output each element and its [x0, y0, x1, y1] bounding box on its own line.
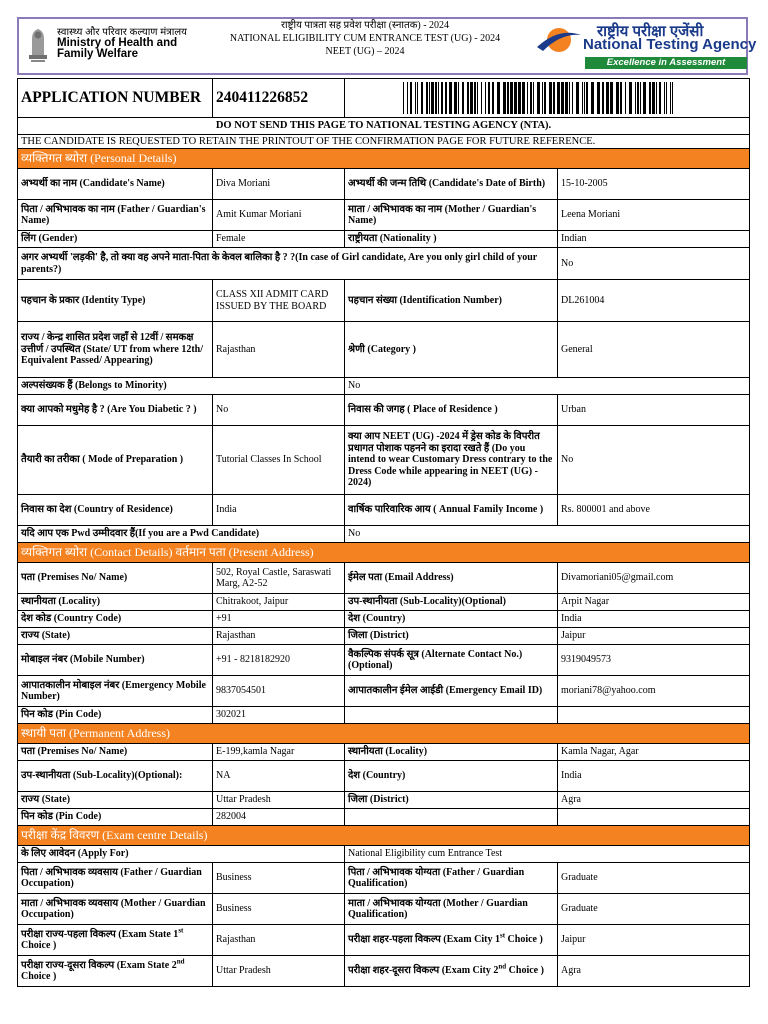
annual-income-value: Rs. 800001 and above — [558, 495, 750, 526]
emergency-mobile-label: आपातकालीन मोबाइल नंबर (Emergency Mobile Number) — [18, 676, 213, 707]
diabetic-label: क्या आपको मधुमेह है ? (Are You Diabetic ? ) — [18, 395, 213, 426]
permanent-sub-locality-value: NA — [213, 761, 345, 792]
state-12th-value: Rajasthan — [213, 322, 345, 378]
alternate-contact-label: वैकल्पिक संपर्क सूत्र (Alternate Contact No.) (Optional) — [345, 645, 558, 676]
candidate-name-value: Diva Moriani — [213, 169, 345, 200]
exam-city-2nd-choice-label: परीक्षा शहर-दूसरा विकल्प (Exam City 2nd Choice ) — [345, 956, 558, 987]
email-label: ईमेल पता (Email Address) — [345, 563, 558, 594]
empty-cell — [558, 809, 750, 826]
exam-state-1st-choice-value: Rajasthan — [213, 925, 345, 956]
nationality-label: राष्ट्रीयता (Nationality ) — [345, 231, 558, 248]
present-district-value: Jaipur — [558, 628, 750, 645]
present-sub-locality-label: उप-स्थानीयता (Sub-Locality)(Optional) — [345, 594, 558, 611]
place-of-residence-label: निवास की जगह ( Place of Residence ) — [345, 395, 558, 426]
alternate-contact-value: 9319049573 — [558, 645, 750, 676]
empty-cell — [345, 809, 558, 826]
ministry-name-hindi: स्वास्थ्य और परिवार कल्याण मंत्रालय — [57, 27, 187, 38]
mother-qualification-value: Graduate — [558, 894, 750, 925]
father-name-label: पिता / अभिभावक का नाम (Father / Guardian's Name) — [18, 200, 213, 231]
notice-do-not-send: DO NOT SEND THIS PAGE TO NATIONAL TESTING AGENCY (NTA). — [18, 118, 750, 135]
country-code-value: +91 — [213, 611, 345, 628]
empty-cell — [558, 707, 750, 724]
present-state-value: Rajasthan — [213, 628, 345, 645]
section-permanent-address: स्थायी पता (Permanent Address) — [18, 724, 750, 744]
ministry-block — [57, 27, 187, 60]
father-qualification-value: Graduate — [558, 863, 750, 894]
place-of-residence-value: Urban — [558, 395, 750, 426]
country-of-residence-label: निवास का देश (Country of Residence) — [18, 495, 213, 526]
identity-type-label: पहचान के प्रकार (Identity Type) — [18, 280, 213, 322]
nta-logo — [535, 23, 757, 69]
mother-occupation-label: माता / अभिभावक व्यवसाय (Mother / Guardian Occupation) — [18, 894, 213, 925]
gender-value: Female — [213, 231, 345, 248]
diabetic-value: No — [213, 395, 345, 426]
father-name-value: Amit Kumar Moriani — [213, 200, 345, 231]
apply-for-value: National Eligibility cum Entrance Test — [345, 846, 750, 863]
document-header — [17, 17, 757, 75]
permanent-locality-value: Kamla Nagar, Agar — [558, 744, 750, 761]
minority-label: अल्पसंख्यक हैं (Belongs to Minority) — [18, 378, 345, 395]
exam-title-hindi: राष्ट्रीय पात्रता सह प्रवेश परीक्षा (स्नातक) - 2024 — [280, 20, 450, 31]
nta-name-english: National Testing Agency — [583, 36, 757, 53]
permanent-country-value: India — [558, 761, 750, 792]
nationality-value: Indian — [558, 231, 750, 248]
permanent-pin-code-value: 282004 — [213, 809, 345, 826]
father-occupation-value: Business — [213, 863, 345, 894]
mother-qualification-label: माता / अभिभावक योग्यता (Mother / Guardian Qualification) — [345, 894, 558, 925]
present-district-label: जिला (District) — [345, 628, 558, 645]
mother-name-value: Leena Moriani — [558, 200, 750, 231]
permanent-state-value: Uttar Pradesh — [213, 792, 345, 809]
confirmation-table — [17, 78, 750, 987]
permanent-pin-code-label: पिन कोड (Pin Code) — [18, 809, 213, 826]
email-value: Divamoriani05@gmail.com — [558, 563, 750, 594]
minority-value: No — [345, 378, 750, 395]
nta-name-hindi: राष्ट्रीय परीक्षा एजेंसी — [597, 23, 704, 40]
present-locality-label: स्थानीयता (Locality) — [18, 594, 213, 611]
permanent-locality-label: स्थानीयता (Locality) — [345, 744, 558, 761]
candidate-name-label: अभ्यर्थी का नाम (Candidate's Name) — [18, 169, 213, 200]
present-country-label: देश (Country) — [345, 611, 558, 628]
category-value: General — [558, 322, 750, 378]
ashoka-emblem-icon — [23, 25, 53, 65]
exam-title-english: NATIONAL ELIGIBILITY CUM ENTRANCE TEST (UG) - 2024 — [229, 33, 501, 44]
emergency-email-label: आपातकालीन ईमेल आईडी (Emergency Email ID) — [345, 676, 558, 707]
permanent-premises-label: पता (Premises No/ Name) — [18, 744, 213, 761]
mode-of-preparation-value: Tutorial Classes In School — [213, 426, 345, 495]
exam-city-1st-choice-label: परीक्षा शहर-पहला विकल्प (Exam City 1st Choice ) — [345, 925, 558, 956]
exam-state-2nd-choice-label: परीक्षा राज्य-दूसरा विकल्प (Exam State 2nd Choice ) — [18, 956, 213, 987]
identification-number-label: पहचान संख्या (Identification Number) — [345, 280, 558, 322]
section-personal-details: व्यक्तिगत ब्योरा (Personal Details) — [18, 149, 750, 169]
mother-occupation-value: Business — [213, 894, 345, 925]
mother-name-label: माता / अभिभावक का नाम (Mother / Guardian's Name) — [345, 200, 558, 231]
ministry-name-line1: Ministry of Health and — [57, 37, 178, 49]
nta-swoosh-logo-icon — [535, 25, 583, 55]
permanent-district-value: Agra — [558, 792, 750, 809]
apply-for-label: के लिए आवेदन (Apply For) — [18, 846, 345, 863]
identity-type-value: CLASS XII ADMIT CARD ISSUED BY THE BOARD — [213, 280, 345, 322]
gender-label: लिंग (Gender) — [18, 231, 213, 248]
present-country-value: India — [558, 611, 750, 628]
nta-tagline: Excellence in Assessment — [585, 57, 747, 69]
mode-of-preparation-label: तैयारी का तरीका ( Mode of Preparation ) — [18, 426, 213, 495]
father-occupation-label: पिता / अभिभावक व्यवसाय (Father / Guardian Occupation) — [18, 863, 213, 894]
exam-city-1st-choice-value: Jaipur — [558, 925, 750, 956]
present-state-label: राज्य (State) — [18, 628, 213, 645]
exam-city-2nd-choice-value: Agra — [558, 956, 750, 987]
present-premises-value: 502, Royal Castle, Saraswati Marg, A2-52 — [213, 563, 345, 594]
present-pin-code-label: पिन कोड (Pin Code) — [18, 707, 213, 724]
exam-state-2nd-choice-value: Uttar Pradesh — [213, 956, 345, 987]
permanent-premises-value: E-199,kamla Nagar — [213, 744, 345, 761]
emergency-mobile-value: 9837054501 — [213, 676, 345, 707]
ministry-name-line2: Family Welfare — [57, 48, 138, 60]
dob-value: 15-10-2005 — [558, 169, 750, 200]
country-code-label: देश कोड (Country Code) — [18, 611, 213, 628]
permanent-district-label: जिला (District) — [345, 792, 558, 809]
application-number-label: APPLICATION NUMBER — [18, 79, 213, 118]
dress-code-value: No — [558, 426, 750, 495]
section-exam-centre-details: परीक्षा केंद्र विवरण (Exam centre Details) — [18, 826, 750, 846]
emergency-email-value: moriani78@yahoo.com — [558, 676, 750, 707]
barcode-cell — [345, 79, 750, 118]
present-sub-locality-value: Arpit Nagar — [558, 594, 750, 611]
present-pin-code-value: 302021 — [213, 707, 345, 724]
only-girl-child-value: No — [558, 248, 750, 280]
present-locality-value: Chitrakoot, Jaipur — [213, 594, 345, 611]
identification-number-value: DL261004 — [558, 280, 750, 322]
permanent-sub-locality-label: उप-स्थानीयता (Sub-Locality)(Optional): — [18, 761, 213, 792]
exam-state-1st-choice-label: परीक्षा राज्य-पहला विकल्प (Exam State 1st Choice ) — [18, 925, 213, 956]
only-girl-child-label: अगर अभ्यर्थी 'लड़की' है, तो क्या वह अपने माता-पिता के केवल बालिका है ? ?(In case of Girl candidate, Are you only girl child of your parents?) — [18, 248, 558, 280]
pwd-label: यदि आप एक Pwd उम्मीदवार हैं(If you are a Pwd Candidate) — [18, 526, 345, 543]
dress-code-label: क्या आप NEET (UG) -2024 में ड्रेस कोड के विपरीत प्रधागत पोशाक पहनने का इरादा रखते हैं (Do you intend to wear Customary Dress contrary to the Dress Code while appearing in NEET (UG) - 2024) — [345, 426, 558, 495]
pwd-value: No — [345, 526, 750, 543]
section-contact-details: व्यक्तिगत ब्योरा (Contact Details) वर्तमान पता (Present Address) — [18, 543, 750, 563]
empty-cell — [345, 707, 558, 724]
exam-title — [207, 19, 523, 58]
mobile-number-label: मोबाइल नंबर (Mobile Number) — [18, 645, 213, 676]
barcode-image — [401, 82, 693, 114]
permanent-country-label: देश (Country) — [345, 761, 558, 792]
notice-retain-printout: THE CANDIDATE IS REQUESTED TO RETAIN THE PRINTOUT OF THE CONFIRMATION PAGE FOR FUTURE REFERENCE. — [18, 135, 750, 149]
country-of-residence-value: India — [213, 495, 345, 526]
exam-title-short: NEET (UG) – 2024 — [325, 46, 405, 57]
mobile-number-value: +91 - 8218182920 — [213, 645, 345, 676]
state-12th-label: राज्य / केन्द्र शासित प्रदेश जहाँ से 12वीं / समकक्ष उत्तीर्ण / उपस्थित (State/ UT from where 12th/ Equivalent Passed/ Appearing) — [18, 322, 213, 378]
application-number-value: 240411226852 — [213, 79, 345, 118]
permanent-state-label: राज्य (State) — [18, 792, 213, 809]
dob-label: अभ्यर्थी की जन्म तिथि (Candidate's Date of Birth) — [345, 169, 558, 200]
present-premises-label: पता (Premises No/ Name) — [18, 563, 213, 594]
annual-income-label: वार्षिक पारिवारिक आय ( Annual Family Income ) — [345, 495, 558, 526]
application-number-row — [18, 79, 750, 118]
father-qualification-label: पिता / अभिभावक योग्यता (Father / Guardian Qualification) — [345, 863, 558, 894]
category-label: श्रेणी (Category ) — [345, 322, 558, 378]
